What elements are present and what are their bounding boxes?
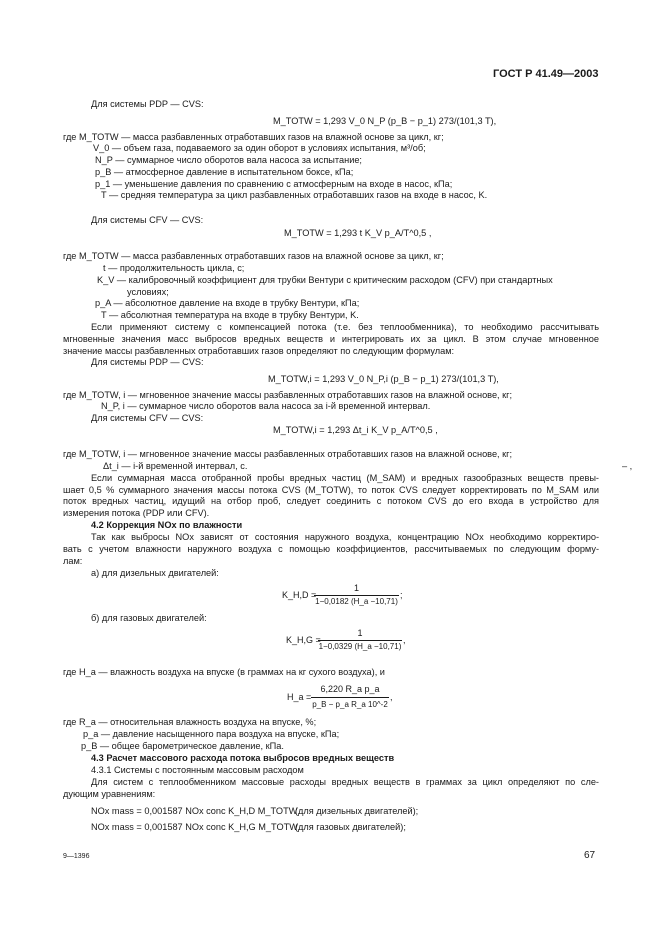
s42-line-3: лам: xyxy=(63,556,83,566)
pb-def: p_B — общее барометрическое давление, кПа. xyxy=(81,741,284,751)
nox-eq-diesel-note: (для дизельных двигателей); xyxy=(295,806,419,816)
compensation-line-3: значение массы разбавленных отработавших газов определяют по следующим формулам: xyxy=(63,346,455,356)
diesel-label: а) для дизельных двигателей: xyxy=(91,568,219,578)
section-4-3-1: 4.3.1 Системы с постоянным массовым расходом xyxy=(91,765,304,775)
cfv-def-5: p_A — абсолютное давление на входе в трубку Вентури, кПа; xyxy=(95,298,360,308)
s43-line-2: дующим уравнениям: xyxy=(63,789,156,799)
diesel-den: 1−0,0182 (H_a −10,71) xyxy=(315,597,398,606)
comp-cfv-formula: M_TOTW,i = 1,293 Δt_i K_V p_A/T^0,5 , xyxy=(273,425,438,435)
cfv-def-3: K_V — калибровочный коэффициент для трубки Вентури с критическим расходом (CFV) при стандартных xyxy=(97,275,553,285)
cfv-formula: M_TOTW = 1,293 t K_V p_A/T^0,5 , xyxy=(284,228,432,238)
cfv-def-4: условиях; xyxy=(127,287,169,297)
nox-eq-gas-note: (для газовых двигателей); xyxy=(295,822,406,832)
gas-formula xyxy=(286,628,416,658)
pdp-intro: Для системы PDP — CVS: xyxy=(91,99,204,109)
comp-pdp-intro: Для системы PDP — CVS: xyxy=(91,357,204,367)
gas-num: 1 xyxy=(357,628,363,638)
pdp-def-6: T — средняя температура за цикл разбавленных отработавших газов на входе в насос, K. xyxy=(101,190,488,200)
pa-def: p_a — давление насыщенного пара воздуха на впуске, кПа; xyxy=(83,729,340,739)
pdp-def-5: p_1 — уменьшение давления по сравнению с атмосферным на входе в насос, кПа; xyxy=(95,179,453,189)
cfv-def-2: t — продолжительность цикла, с; xyxy=(103,263,245,273)
pdp-def-4: p_B — атмосферное давление в испытательном боксе, кПа; xyxy=(95,167,354,177)
ha-definition: где H_a — влажность воздуха на впуске (в граммах на кг сухого воздуха), и xyxy=(63,667,385,677)
ha-formula xyxy=(287,684,397,714)
cfv-def-6: T — абсолютная температура на входе в трубку Вентури, K. xyxy=(101,310,359,320)
comp-cfv-def-1: где M_TOTW, i — мгновенное значение массы разбавленных отработавших газов на влажной основе, кг; xyxy=(63,449,513,459)
ha-num: 6,220 R_a p_a xyxy=(320,684,380,694)
ra-def: где R_a — относительная влажность воздуха на впуске, %; xyxy=(63,717,317,727)
ha-tail: , xyxy=(390,692,393,702)
diesel-lhs: K_H,D = xyxy=(282,590,317,600)
compensation-line-1: Если применяют систему с компенсацией потока (т.е. без теплообменника), то необходимо рассчитывать xyxy=(91,322,599,332)
pdp-formula: M_TOTW = 1,293 V_0 N_P (p_B − p_1) 273/(101,3 T), xyxy=(273,116,497,126)
cfv-def-1: где M_TOTW — масса разбавленных отработавших газов на влажной основе за цикл, кг; xyxy=(63,251,444,261)
comp-pdp-def-2: N_P, i — суммарное число оборотов вала насоса за i-й временной интервал. xyxy=(101,401,431,411)
gas-tail: , xyxy=(403,635,406,645)
gas-den: 1−0,0329 (H_a −10,71) xyxy=(318,642,402,651)
ha-den: p_B − p_a R_a 10^-2 xyxy=(312,700,388,709)
diesel-num: 1 xyxy=(353,583,359,593)
diesel-fraction-bar xyxy=(314,595,399,596)
gas-fraction-bar xyxy=(318,640,402,641)
nox-eq-gas: NOx mass = 0,001587 NOx conc K_H,G M_TOTW xyxy=(91,822,298,832)
gas-lhs: K_H,G = xyxy=(286,635,321,645)
comp-pdp-def-1: где M_TOTW, i — мгновенное значение массы разбавленных отработавших газов на влажной основе, кг; xyxy=(63,390,513,400)
diesel-tail: ; xyxy=(400,590,403,600)
cfv-intro: Для системы CFV — CVS: xyxy=(91,215,204,225)
comp-cfv-intro: Для системы CFV — CVS: xyxy=(91,413,204,423)
s43-line-1: Для систем с теплообменником массовые расходы вредных веществ в граммах за цикл определяют по сле- xyxy=(91,777,599,787)
pdp-def-3: N_P — суммарное число оборотов вала насоса за испытание; xyxy=(95,155,362,165)
pdp-def-2: V_0 — объем газа, подаваемого за один оборот в условиях испытания, м³/об; xyxy=(93,143,426,153)
comp-cfv-def-2: Δt_i — i-й временной интервал, с. xyxy=(103,461,248,471)
pdp-def-1: где M_TOTW — масса разбавленных отработавших газов на влажной основе за цикл, кг; xyxy=(63,132,444,142)
sample-line-4: измерения потока (PDP или CFV). xyxy=(63,508,210,518)
diesel-formula xyxy=(282,583,412,613)
page-number: 67 xyxy=(584,850,596,861)
ha-fraction-bar xyxy=(311,697,389,698)
footer-sheet-code: 9—1396 xyxy=(63,853,90,860)
sample-line-2: шает 0,5 % суммарного значения массы потока CVS (M_TOTW), то поток CVS следует корректировать по M_SAM или xyxy=(63,485,599,495)
document-code: ГОСТ Р 41.49—2003 xyxy=(493,68,599,80)
section-4-3-heading: 4.3 Расчет массового расхода потока выбросов вредных веществ xyxy=(91,753,395,763)
sample-line-1: Если суммарная масса отобранной пробы вредных частиц (M_SAM) и вредных газообразных веществ превы- xyxy=(91,473,599,483)
gas-label: б) для газовых двигателей: xyxy=(91,613,207,623)
compensation-line-2: мгновенные значения масс выбросов вредных веществ и интегрировать их за цикл. В этом случае мгновенное xyxy=(63,334,599,344)
margin-mark: – , xyxy=(622,461,633,471)
sample-line-3: поток вредных частиц, идущий на отбор проб, следует соединить с потоком CVS до его входа в устройство для xyxy=(63,496,599,506)
nox-eq-diesel: NOx mass = 0,001587 NOx conc K_H,D M_TOTW xyxy=(91,806,298,816)
comp-pdp-formula: M_TOTW,i = 1,293 V_0 N_P,i (p_B − p_1) 273/(101,3 T), xyxy=(268,374,499,384)
ha-lhs: H_a = xyxy=(287,692,312,702)
section-4-2-heading: 4.2 Коррекция NOx по влажности xyxy=(91,520,243,530)
s42-line-1: Так как выбросы NOx зависят от состояния наружного воздуха, концентрацию NOx необходимо корректиро- xyxy=(91,532,599,542)
s42-line-2: вать с учетом влажности наружного воздуха с помощью коэффициентов, рассчитываемых по следующим форму- xyxy=(63,544,599,554)
